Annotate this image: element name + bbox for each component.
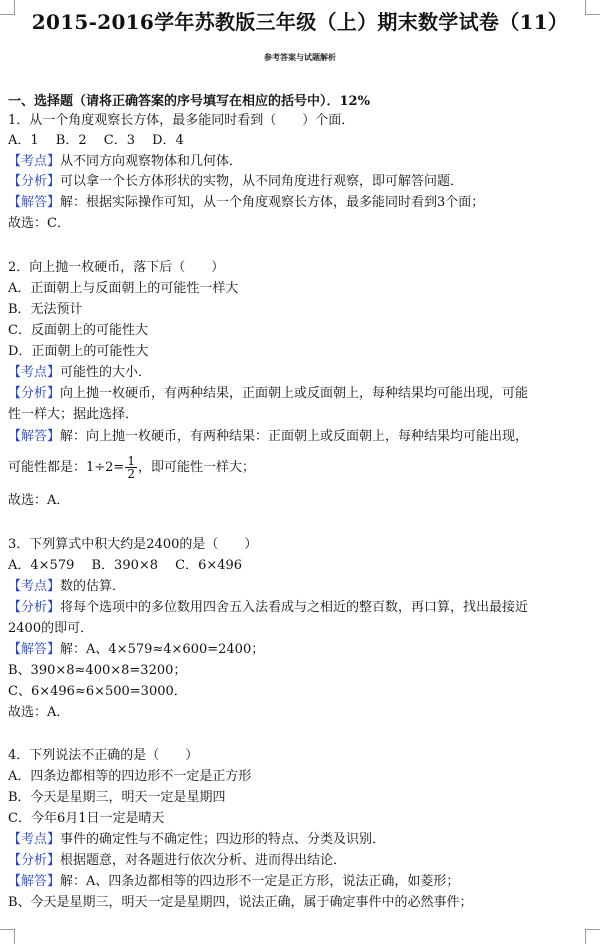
fenxi-text: 根据题意，对各题进行依次分析、进而得出结论． — [60, 853, 347, 868]
kaodian-text: 从不同方向观察物体和几何体． — [60, 154, 243, 169]
q3-jieda — [8, 640, 264, 660]
jieda-tag: 【解答】 — [8, 429, 61, 444]
fraction-numerator: 1 — [127, 454, 135, 468]
q3-options: A．4×579 B．390×8 C．6×496 — [8, 558, 243, 573]
fenxi-tag: 【分析】 — [8, 853, 61, 868]
fenxi-text: 向上抛一枚硬币，有两种结果，正面朝上或反面朝上，每种结果均可能出现，可能 — [60, 386, 529, 401]
jieda-text: 解：根据实际操作可知，从一个角度观察长方体，最多能同时看到3个面； — [60, 195, 485, 210]
q4-option-b: B．今天是星期三，明天一定是星期四 — [8, 790, 226, 805]
jieda-tag: 【解答】 — [8, 195, 61, 210]
q1-kaodian — [8, 152, 242, 172]
q2-fenxi — [8, 384, 528, 404]
page-corner-mark — [585, 929, 600, 944]
kaodian-text: 数的估算． — [60, 579, 126, 594]
q4-fenxi — [8, 851, 346, 871]
q1-answer: 故选：C． — [8, 216, 70, 231]
q2-option-c: C．反面朝上的可能性大 — [8, 323, 148, 338]
jieda-text: 解：A、4×579≈4×600=2400； — [60, 642, 265, 657]
q3-jieda-line-c: C、6×496≈6×500=3000． — [8, 684, 187, 699]
jieda-tag: 【解答】 — [8, 642, 61, 657]
q2-kaodian — [8, 363, 151, 383]
fenxi-tag: 【分析】 — [8, 386, 61, 401]
q4-jieda-line-b: B、今天是星期三，明天一定是星期四，说法正确，属于确定事件中的必然事件； — [8, 895, 473, 910]
page-corner-mark — [0, 929, 15, 944]
q2-jieda — [8, 427, 528, 447]
q3-jieda-line-b: B、390×8≈400×8=3200； — [8, 663, 187, 678]
jieda-tag: 【解答】 — [8, 874, 61, 889]
q4-option-a: A．四条边都相等的四边形不一定是正方形 — [8, 769, 252, 784]
fenxi-tag: 【分析】 — [8, 174, 61, 189]
q4-option-c: C．今年6月1日一定是晴天 — [8, 811, 165, 826]
kaodian-tag: 【考点】 — [8, 365, 61, 380]
section-heading: 一、选择题（请将正确答案的序号填写在相应的括号中）．12% — [8, 94, 370, 109]
jieda-text: 解：A、四条边都相等的四边形不一定是正方形，说法正确，如菱形； — [60, 874, 460, 889]
q2-option-a: A．正面朝上与反面朝上的可能性一样大 — [8, 281, 239, 296]
page-title: 2015-2016学年苏教版三年级（上）期末数学试卷（11） — [31, 10, 569, 34]
q3-kaodian — [8, 577, 125, 597]
q2-fenxi-cont: 性一样大；据此选择． — [8, 407, 139, 422]
kaodian-text: 可能性的大小． — [60, 365, 152, 380]
page-subtitle: 参考答案与试题解析 — [264, 52, 336, 62]
fenxi-text: 将每个选项中的多位数用四舍五入法看成与之相近的整百数，再口算，找出最接近 — [60, 600, 529, 615]
q2-option-b: B．无法预计 — [8, 302, 83, 317]
q2-option-d: D．正面朝上的可能性大 — [8, 344, 149, 359]
fenxi-text: 可以拿一个长方体形状的实物，从不同角度进行观察，即可解答问题． — [60, 174, 464, 189]
q3-fenxi-cont: 2400的即可． — [8, 621, 94, 636]
kaodian-tag: 【考点】 — [8, 154, 61, 169]
q1-fenxi — [8, 172, 463, 192]
kaodian-tag: 【考点】 — [8, 832, 61, 847]
q2-jieda-cont — [8, 455, 255, 480]
q4-stem: 4．下列说法不正确的是（ ） — [8, 748, 199, 763]
fenxi-tag: 【分析】 — [8, 600, 61, 615]
q1-stem: 1．从一个角度观察长方体，最多能同时看到（ ）个面． — [8, 113, 355, 128]
q4-kaodian — [8, 830, 385, 850]
kaodian-tag: 【考点】 — [8, 579, 61, 594]
q3-answer: 故选：A． — [8, 705, 70, 720]
q3-stem: 3．下列算式中积大约是2400的是（ ） — [8, 537, 258, 552]
q1-jieda — [8, 193, 484, 213]
jieda-text: ，即可能性一样大； — [137, 460, 255, 475]
jieda-text: 可能性都是：1÷2= — [8, 460, 125, 475]
jieda-text: 解：向上抛一枚硬币，有两种结果：正面朝上或反面朝上，每种结果均可能出现， — [60, 429, 529, 444]
q2-answer: 故选：A． — [8, 493, 70, 508]
q4-jieda — [8, 872, 459, 892]
fraction-denominator: 2 — [127, 467, 135, 481]
q1-options: A．1 B．2 C．3 D．4 — [8, 133, 184, 148]
kaodian-text: 事件的确定性与不确定性；四边形的特点、分类及识别． — [60, 832, 386, 847]
q3-fenxi — [8, 598, 528, 618]
fraction-one-half — [125, 455, 137, 480]
q2-stem: 2．向上抛一枚硬币，落下后（ ） — [8, 260, 225, 275]
